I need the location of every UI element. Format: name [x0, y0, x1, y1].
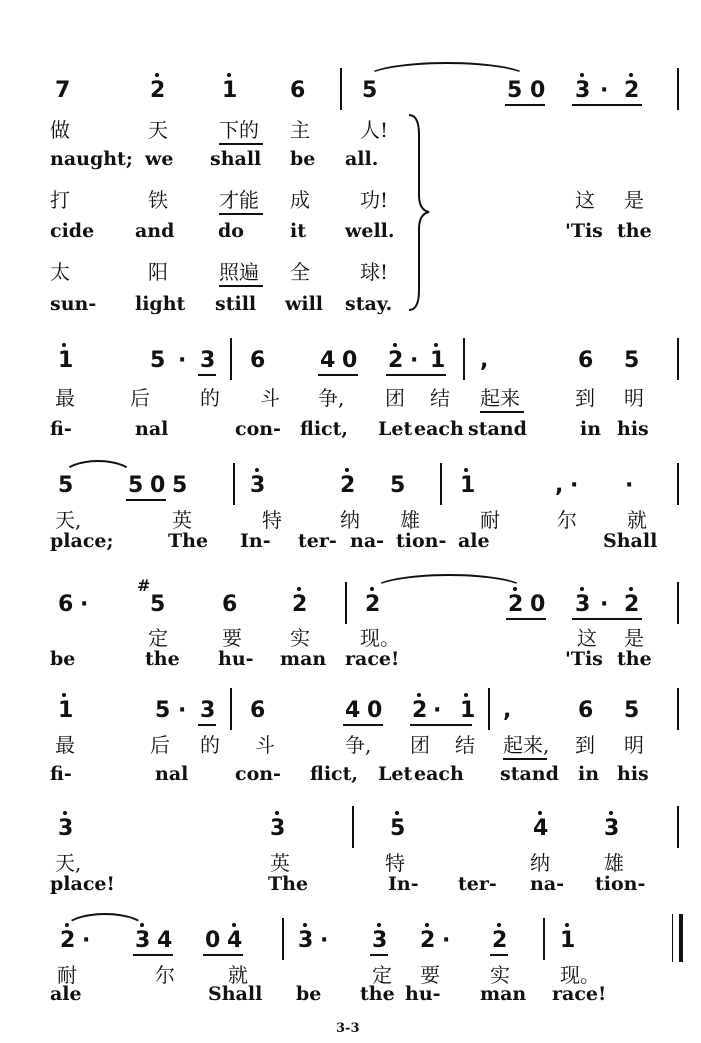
high-octave-dot	[609, 811, 613, 815]
lyric-cn: 争,	[318, 386, 345, 410]
lyric-en: ter-	[298, 530, 337, 552]
dot-duration: ·	[80, 592, 89, 617]
underline	[490, 954, 508, 956]
lyric-cn: 英	[270, 851, 290, 875]
final-barline-thin	[672, 914, 673, 962]
dot-duration: ·	[433, 698, 442, 723]
breath-mark: ,	[503, 698, 512, 723]
rest: 0	[530, 78, 546, 103]
page-number: 3-3	[336, 1021, 360, 1036]
lyric-en: the	[617, 648, 652, 670]
lyric-cn: 是	[624, 188, 644, 212]
note: 3	[372, 928, 388, 953]
lyric-cn: 后	[130, 386, 150, 410]
lyric-cn: 就	[627, 508, 647, 532]
note: 2	[365, 592, 381, 617]
lyric-en: his	[617, 763, 649, 785]
high-octave-dot	[580, 73, 584, 77]
note: 4	[157, 928, 173, 953]
lyric-cn: 尔	[155, 963, 175, 987]
high-octave-dot	[345, 468, 349, 472]
lyric-cn: 要	[420, 963, 440, 987]
dot-duration: ·	[570, 473, 579, 498]
note: 2	[388, 348, 404, 373]
note: 6	[578, 348, 594, 373]
note: 2	[420, 928, 436, 953]
lyric-en: hu-	[405, 983, 441, 1005]
lyric-cn: 最	[55, 386, 75, 410]
underline	[370, 954, 388, 956]
barline	[543, 918, 545, 960]
lyric-cn: 这	[577, 626, 597, 650]
underline	[505, 104, 545, 106]
barline	[488, 688, 490, 730]
lyric-en: do	[218, 220, 244, 242]
lyric-en: in	[580, 418, 602, 440]
note: 5	[624, 348, 640, 373]
note: 5	[362, 78, 378, 103]
lyric-cn: 团	[410, 733, 430, 757]
note: 6	[222, 592, 238, 617]
lyric-cn: 结	[430, 386, 450, 410]
note: 5	[58, 473, 74, 498]
high-octave-dot	[538, 811, 542, 815]
lyric-en: Let	[378, 763, 413, 785]
lyric-en: fi-	[50, 418, 72, 440]
dot-duration: ·	[600, 78, 609, 103]
note: 7	[55, 78, 71, 103]
rest: 0	[342, 348, 358, 373]
high-octave-dot	[393, 343, 397, 347]
high-octave-dot	[155, 73, 159, 77]
high-octave-dot	[395, 811, 399, 815]
lyric-en: shall	[210, 148, 262, 170]
note: 3	[58, 816, 74, 841]
lyric-en: his	[617, 418, 649, 440]
lyric-cn: 纳	[340, 508, 360, 532]
note: 3	[250, 473, 266, 498]
lyric-en: sun-	[50, 293, 97, 315]
rest: 0	[530, 592, 546, 617]
lyric-en: flict,	[300, 418, 348, 440]
lyric-cn: 实	[490, 963, 510, 987]
lyric-en: race!	[345, 648, 400, 670]
barline	[677, 806, 679, 848]
lyric-cn: 天,	[55, 851, 82, 875]
barline	[677, 463, 679, 505]
note: 5	[390, 816, 406, 841]
lyric-en: Shall	[208, 983, 263, 1005]
barline	[340, 68, 342, 110]
lyric-en: be	[290, 148, 316, 170]
rest: 0	[150, 473, 166, 498]
underline	[219, 285, 263, 287]
lyric-en: race!	[552, 983, 607, 1005]
underline	[410, 724, 472, 726]
lyric-cn: 耐	[57, 963, 77, 987]
lyric-en: 'Tis	[565, 648, 603, 670]
lyric-cn: 才能	[219, 188, 259, 212]
lyric-cn: 英	[172, 508, 192, 532]
lyric-cn: 起来,	[503, 733, 550, 757]
dot-duration: ·	[442, 928, 451, 953]
lyric-en: The	[168, 530, 209, 552]
note: 2	[292, 592, 308, 617]
lyric-en: will	[285, 293, 324, 315]
lyric-cn: 后	[150, 733, 170, 757]
lyric-en: na-	[350, 530, 385, 552]
rest: 0	[205, 928, 221, 953]
lyric-en: nal	[135, 418, 169, 440]
note: 2	[624, 78, 640, 103]
lyric-cn: 结	[455, 733, 475, 757]
breath-mark: ,	[555, 473, 564, 498]
barline	[345, 582, 347, 624]
lyric-en: man	[480, 983, 527, 1005]
lyric-en: In-	[388, 873, 419, 895]
sharp-sign: #	[137, 576, 151, 595]
lyric-cn: 到	[575, 733, 595, 757]
high-octave-dot	[464, 693, 468, 697]
high-octave-dot	[63, 811, 67, 815]
high-octave-dot	[464, 468, 468, 472]
lyric-en: each	[414, 763, 464, 785]
lyric-en: stand	[468, 418, 527, 440]
underline	[506, 618, 546, 620]
note: 5	[390, 473, 406, 498]
high-octave-dot	[297, 587, 301, 591]
barline	[677, 582, 679, 624]
note: 2	[60, 928, 76, 953]
lyric-en: flict,	[310, 763, 358, 785]
high-octave-dot	[227, 73, 231, 77]
note: 2	[492, 928, 508, 953]
barline	[352, 806, 354, 848]
dot-duration: ·	[625, 473, 634, 498]
note: 5	[150, 592, 166, 617]
lyric-cn: 球!	[360, 260, 389, 284]
lyric-en: ale	[458, 530, 490, 552]
lyric-en: nal	[155, 763, 189, 785]
note: 3	[135, 928, 151, 953]
underline	[503, 758, 547, 760]
underline	[386, 374, 446, 376]
lyric-cn: 明	[624, 386, 644, 410]
lyric-cn: 主	[290, 118, 310, 142]
barline	[230, 688, 232, 730]
lyric-cn: 雄	[400, 508, 420, 532]
lyric-cn: 耐	[480, 508, 500, 532]
lyric-cn: 功!	[360, 188, 389, 212]
lyric-en: ale	[50, 983, 82, 1005]
lyric-en: light	[135, 293, 186, 315]
note: 4	[345, 698, 361, 723]
lyric-cn: 要	[222, 626, 242, 650]
high-octave-dot	[65, 923, 69, 927]
lyric-en: man	[280, 648, 327, 670]
underline	[126, 499, 166, 501]
lyric-cn: 现。	[360, 626, 400, 650]
high-octave-dot	[497, 923, 501, 927]
lyric-cn: 是	[624, 626, 644, 650]
lyric-en: place;	[50, 530, 114, 552]
lyric-cn: 下的	[219, 118, 259, 142]
note: 3	[298, 928, 314, 953]
note: 5	[150, 348, 166, 373]
lyric-en: well.	[345, 220, 395, 242]
slur	[372, 574, 526, 590]
note: 3	[270, 816, 286, 841]
high-octave-dot	[425, 923, 429, 927]
lyric-en: fi-	[50, 763, 72, 785]
note: 3	[200, 698, 216, 723]
lyric-cn: 打	[50, 188, 70, 212]
lyric-cn: 现。	[560, 963, 600, 987]
lyric-en: still	[215, 293, 257, 315]
final-barline-thick	[679, 914, 683, 962]
underline	[219, 213, 263, 215]
underline	[203, 954, 243, 956]
lyric-cn: 斗	[260, 386, 280, 410]
note: 3	[575, 78, 591, 103]
note: 3	[575, 592, 591, 617]
lyric-en: Shall	[603, 530, 658, 552]
note: 6	[58, 592, 74, 617]
barline	[677, 338, 679, 380]
high-octave-dot	[275, 811, 279, 815]
lyric-en: stay.	[345, 293, 393, 315]
lyric-cn: 纳	[530, 851, 550, 875]
note: 5	[624, 698, 640, 723]
note: 1	[58, 698, 74, 723]
note: 4	[320, 348, 336, 373]
underline	[198, 374, 216, 376]
high-octave-dot	[513, 587, 517, 591]
barline	[440, 463, 442, 505]
barline	[230, 338, 232, 380]
rest: 0	[367, 698, 383, 723]
lyric-en: place!	[50, 873, 115, 895]
high-octave-dot	[62, 343, 66, 347]
lyric-en: naught;	[50, 148, 133, 170]
underline	[198, 724, 216, 726]
lyric-cn: 就	[228, 963, 248, 987]
breath-mark: ,	[480, 348, 489, 373]
lyric-en: con-	[235, 418, 281, 440]
lyric-cn: 人!	[360, 118, 389, 142]
note: 1	[430, 348, 446, 373]
note: 6	[290, 78, 306, 103]
lyric-en: hu-	[218, 648, 254, 670]
underline	[219, 143, 263, 145]
lyric-cn: 天	[148, 118, 168, 142]
lyric-en: all.	[345, 148, 379, 170]
lyric-cn: 定	[148, 626, 168, 650]
dot-duration: ·	[600, 592, 609, 617]
lyric-cn: 特	[385, 851, 405, 875]
lyric-cn: 明	[624, 733, 644, 757]
lyric-en: In-	[240, 530, 271, 552]
barline	[677, 68, 679, 110]
high-octave-dot	[377, 923, 381, 927]
high-octave-dot	[232, 923, 236, 927]
note: 6	[250, 348, 266, 373]
high-octave-dot	[140, 923, 144, 927]
lyric-en: in	[578, 763, 600, 785]
lyric-cn: 太	[50, 260, 70, 284]
lyric-en: Let	[378, 418, 413, 440]
lyric-cn: 定	[372, 963, 392, 987]
lyric-en: tion-	[396, 530, 447, 552]
note: 2	[624, 592, 640, 617]
lyric-en: ter-	[458, 873, 497, 895]
lyric-cn: 做	[50, 118, 70, 142]
high-octave-dot	[580, 587, 584, 591]
lyric-en: we	[145, 148, 174, 170]
lyric-cn: 到	[575, 386, 595, 410]
barline	[677, 688, 679, 730]
note: 6	[578, 698, 594, 723]
note: 5	[155, 698, 171, 723]
lyric-cn: 阳	[148, 260, 168, 284]
high-octave-dot	[303, 923, 307, 927]
high-octave-dot	[434, 343, 438, 347]
note: 2	[508, 592, 524, 617]
note: 1	[460, 473, 476, 498]
lyric-cn: 团	[385, 386, 405, 410]
high-octave-dot	[629, 587, 633, 591]
lyric-en: the	[360, 983, 395, 1005]
slur	[365, 62, 529, 78]
lyric-cn: 铁	[148, 188, 168, 212]
lyric-en: and	[135, 220, 175, 242]
lyric-en: be	[296, 983, 322, 1005]
note: 2	[150, 78, 166, 103]
lyric-cn: 照遍	[219, 260, 259, 284]
note: 5	[507, 78, 523, 103]
lyric-en: na-	[530, 873, 565, 895]
verse-brace	[405, 115, 435, 315]
lyric-cn: 这	[575, 188, 595, 212]
lyric-cn: 实	[290, 626, 310, 650]
lyric-cn: 的	[200, 386, 220, 410]
underline	[343, 724, 383, 726]
note: 2	[340, 473, 356, 498]
underline	[480, 411, 524, 413]
lyric-cn: 斗	[255, 733, 275, 757]
high-octave-dot	[629, 73, 633, 77]
underline	[572, 104, 642, 106]
lyric-en: the	[145, 648, 180, 670]
high-octave-dot	[417, 693, 421, 697]
dot-duration: ·	[320, 928, 329, 953]
lyric-cn: 特	[262, 508, 282, 532]
note: 5	[172, 473, 188, 498]
dot-duration: ·	[178, 348, 187, 373]
high-octave-dot	[565, 923, 569, 927]
note: 4	[533, 816, 549, 841]
lyric-cn: 雄	[604, 851, 624, 875]
high-octave-dot	[62, 693, 66, 697]
lyric-cn: 争,	[345, 733, 372, 757]
slur	[64, 913, 146, 929]
underline	[318, 374, 358, 376]
note: 4	[227, 928, 243, 953]
lyric-en: each	[414, 418, 464, 440]
lyric-cn: 的	[200, 733, 220, 757]
lyric-en: tion-	[595, 873, 646, 895]
underline	[133, 954, 173, 956]
dot-duration: ·	[82, 928, 91, 953]
lyric-en: con-	[235, 763, 281, 785]
note: 3	[604, 816, 620, 841]
lyric-en: be	[50, 648, 76, 670]
underline	[572, 618, 642, 620]
dot-duration: ·	[410, 348, 419, 373]
dot-duration: ·	[178, 698, 187, 723]
barline	[463, 338, 465, 380]
lyric-en: it	[290, 220, 306, 242]
lyric-en: the	[617, 220, 652, 242]
lyric-cn: 成	[290, 188, 310, 212]
lyric-en: cide	[50, 220, 95, 242]
note: 1	[58, 348, 74, 373]
note: 2	[412, 698, 428, 723]
lyric-en: 'Tis	[565, 220, 603, 242]
high-octave-dot	[255, 468, 259, 472]
lyric-cn: 尔	[557, 508, 577, 532]
barline	[233, 463, 235, 505]
lyric-cn: 起来	[480, 386, 520, 410]
note: 5	[128, 473, 144, 498]
lyric-en: The	[268, 873, 309, 895]
note: 1	[222, 78, 238, 103]
note: 6	[250, 698, 266, 723]
lyric-cn: 全	[290, 260, 310, 284]
note: 3	[200, 348, 216, 373]
lyric-en: stand	[500, 763, 559, 785]
lyric-cn: 天,	[55, 508, 82, 532]
note: 1	[560, 928, 576, 953]
note: 1	[460, 698, 476, 723]
lyric-cn: 最	[55, 733, 75, 757]
barline	[282, 918, 284, 960]
